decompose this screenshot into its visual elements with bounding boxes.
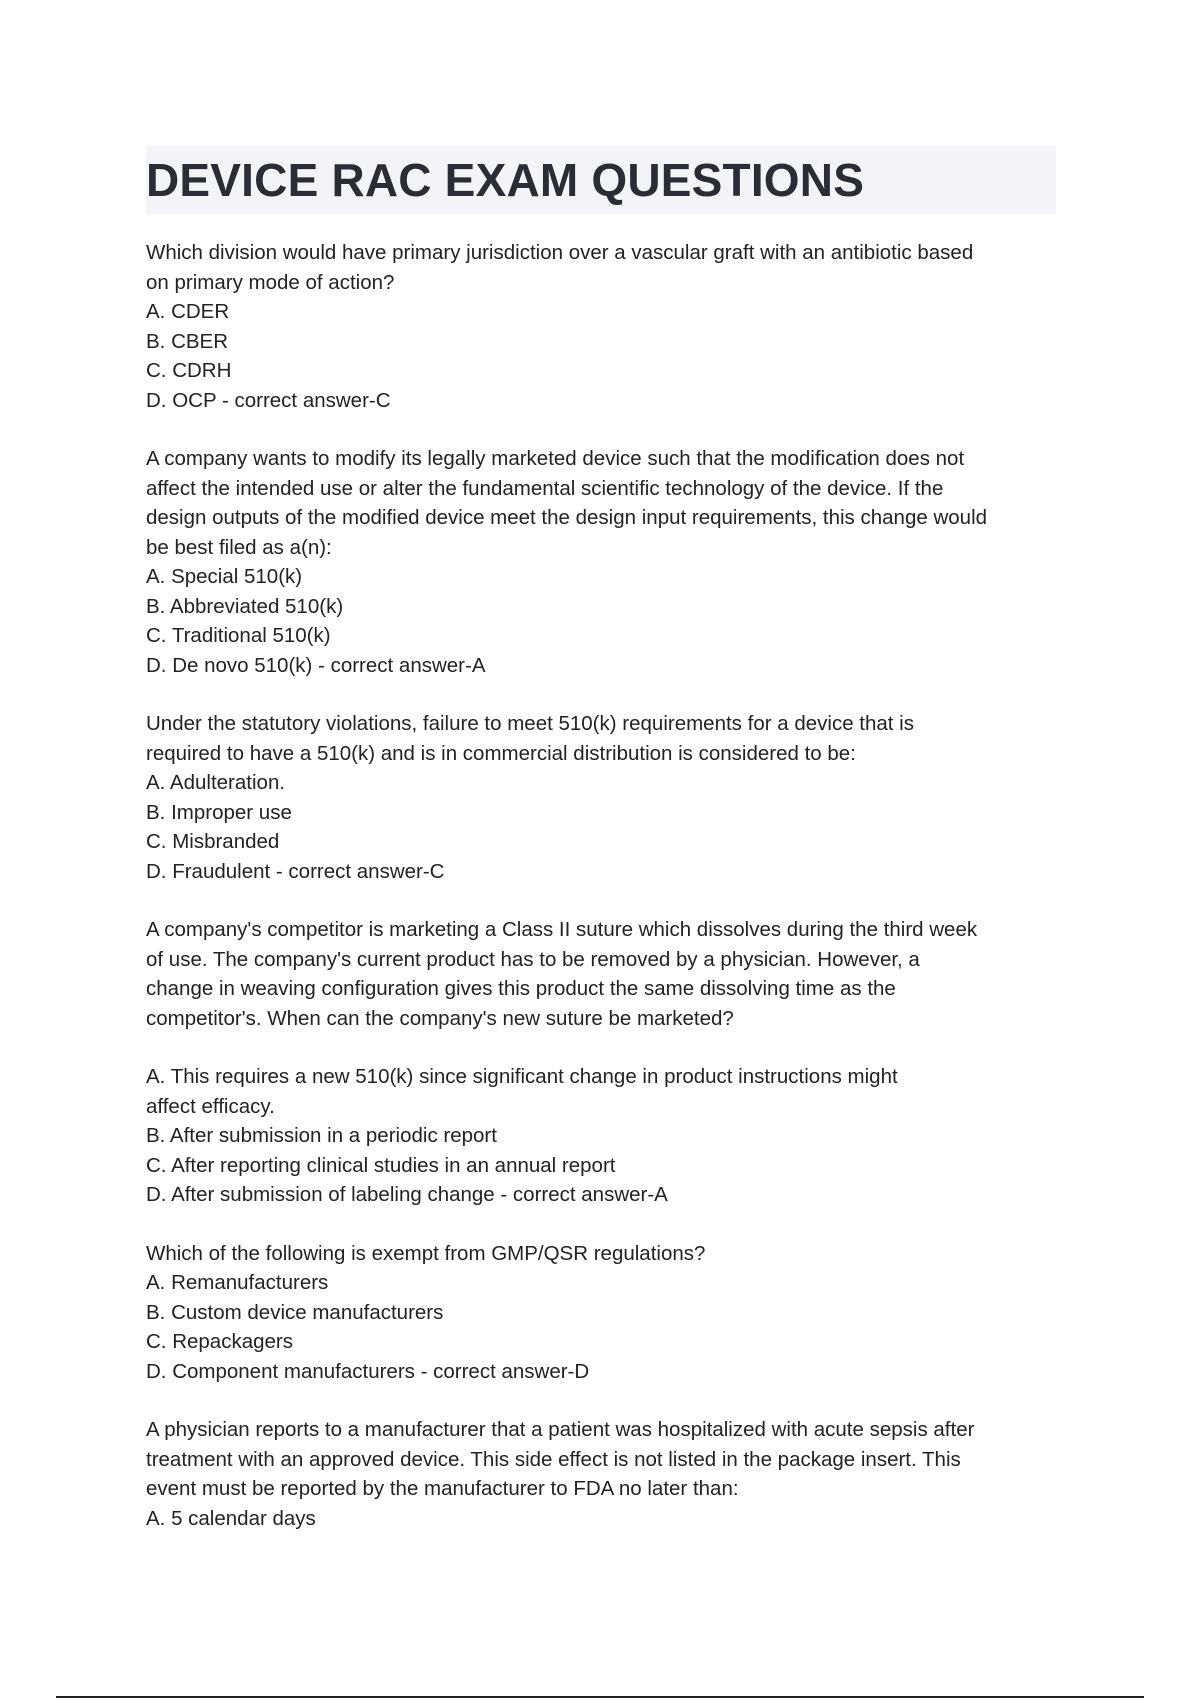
answer-option: B. Improper use bbox=[146, 800, 292, 824]
spacer bbox=[146, 1033, 1066, 1062]
questions-content bbox=[146, 238, 1066, 1562]
answer-option: D. De novo 510(k) - correct answer-A bbox=[146, 653, 486, 677]
answer-option: B. Custom device manufacturers bbox=[146, 1300, 444, 1324]
answer-option: D. Fraudulent - correct answer-C bbox=[146, 859, 445, 883]
question-line: event must be reported by the manufacturer to FDA no later than: bbox=[146, 1477, 739, 1500]
answer-option: A. CDER bbox=[146, 300, 230, 323]
answer-option: C. CDRH bbox=[146, 359, 232, 382]
question-3 bbox=[146, 709, 1066, 886]
page-title: DEVICE RAC EXAM QUESTIONS bbox=[146, 154, 865, 206]
answer-option: A. Adulteration. bbox=[146, 771, 286, 794]
answer-option: affect efficacy. bbox=[146, 1094, 275, 1118]
answer-option: A. Special 510(k) bbox=[146, 565, 303, 588]
question-line: competitor's. When can the company's new suture be marketed? bbox=[146, 1006, 734, 1030]
answer-option: B. Abbreviated 510(k) bbox=[146, 594, 344, 618]
question-line: change in weaving configuration gives this product the same dissolving time as the bbox=[146, 977, 896, 1000]
answer-option: C. Traditional 510(k) bbox=[146, 624, 331, 647]
answer-option: A. Remanufacturers bbox=[146, 1271, 329, 1294]
answer-option: D. Component manufacturers - correct answer-D bbox=[146, 1359, 590, 1383]
question-line: A company wants to modify its legally marketed device such that the modification does not bbox=[146, 447, 965, 470]
answer-option: A. 5 calendar days bbox=[146, 1506, 316, 1530]
question-line: affect the intended use or alter the fundamental scientific technology of the device. If the bbox=[146, 476, 944, 500]
question-line: A company's competitor is marketing a Class II suture which dissolves during the third week bbox=[146, 918, 978, 941]
answer-option: D. OCP - correct answer-C bbox=[146, 388, 391, 412]
question-line: Which division would have primary jurisdiction over a vascular graft with an antibiotic based bbox=[146, 241, 974, 264]
question-line: design outputs of the modified device meet the design input requirements, this change would bbox=[146, 506, 988, 529]
question-2 bbox=[146, 444, 1066, 680]
footer-divider bbox=[56, 1696, 1144, 1698]
answer-option: C. Misbranded bbox=[146, 830, 280, 853]
answer-option: A. This requires a new 510(k) since significant change in product instructions might bbox=[146, 1065, 898, 1088]
answer-option: C. After reporting clinical studies in an annual report bbox=[146, 1153, 616, 1177]
question-line: Which of the following is exempt from GMP/QSR regulations? bbox=[146, 1241, 706, 1265]
question-line: treatment with an approved device. This side effect is not listed in the package insert. This bbox=[146, 1447, 961, 1471]
answer-option: B. After submission in a periodic report bbox=[146, 1124, 497, 1147]
question-line: of use. The company's current product has to be removed by a physician. However, a bbox=[146, 947, 920, 971]
question-line: on primary mode of action? bbox=[146, 270, 395, 294]
answer-option: C. Repackagers bbox=[146, 1330, 293, 1353]
question-6 bbox=[146, 1415, 1066, 1533]
question-line: be best filed as a(n): bbox=[146, 535, 332, 559]
question-5 bbox=[146, 1239, 1066, 1387]
answer-option: D. After submission of labeling change - correct answer-A bbox=[146, 1183, 668, 1206]
question-line: A physician reports to a manufacturer that a patient was hospitalized with acute sepsis after bbox=[146, 1418, 975, 1441]
question-1 bbox=[146, 238, 1066, 415]
title-band bbox=[146, 146, 1056, 214]
answer-option: B. CBER bbox=[146, 329, 229, 353]
question-4 bbox=[146, 915, 1066, 1210]
question-line: required to have a 510(k) and is in commercial distribution is considered to be: bbox=[146, 741, 856, 765]
question-line: Under the statutory violations, failure to meet 510(k) requirements for a device that is bbox=[146, 712, 914, 735]
